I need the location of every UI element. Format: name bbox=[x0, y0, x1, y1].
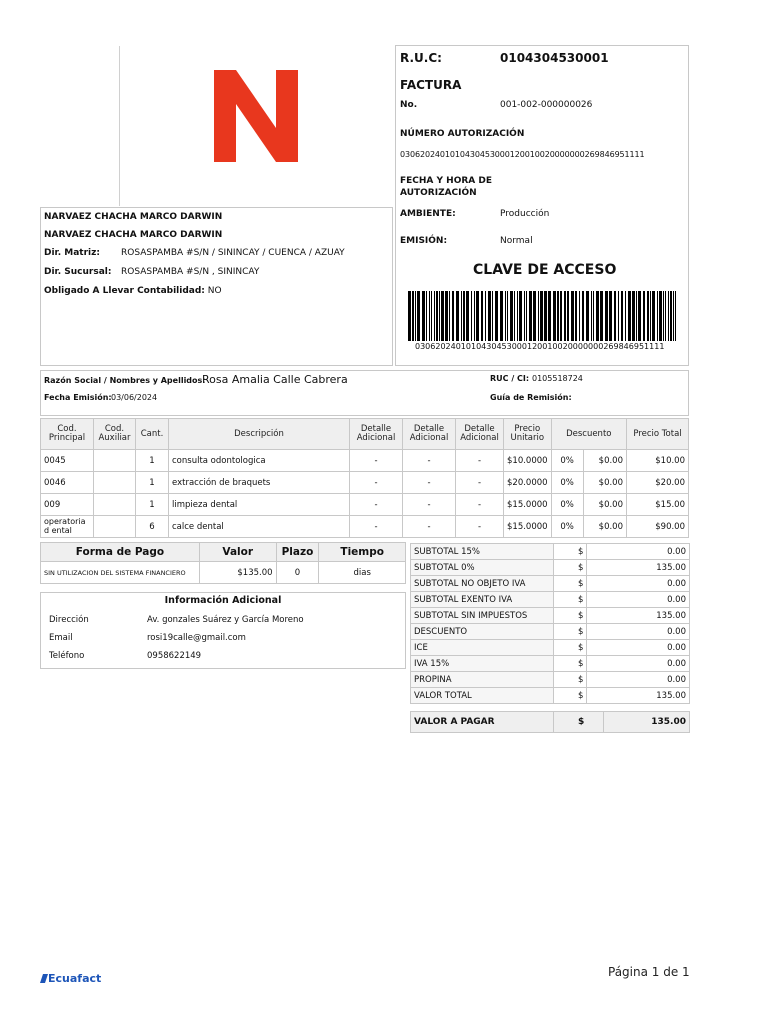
cell-desc-pct: 0% bbox=[551, 494, 583, 516]
payment-row bbox=[41, 562, 406, 584]
totals-currency: $ bbox=[554, 640, 587, 656]
dir-sucursal bbox=[44, 267, 259, 277]
obligado-contabilidad bbox=[44, 286, 222, 296]
totals-label: SUBTOTAL EXENTO IVA bbox=[411, 592, 554, 608]
totals-label: SUBTOTAL SIN IMPUESTOS bbox=[411, 608, 554, 624]
cell-cant: 1 bbox=[136, 494, 169, 516]
totals-label: DESCUENTO bbox=[411, 624, 554, 640]
ruc-value: 0104304530001 bbox=[500, 51, 609, 65]
cell-desc-pct: 0% bbox=[551, 516, 583, 538]
dir-matriz-label: Dir. Matriz: bbox=[44, 248, 100, 258]
col-precio-total: Precio Total bbox=[627, 419, 689, 450]
totals-value: 135.00 bbox=[587, 688, 690, 704]
dir-sucursal-value: ROSASPAMBA #S/N , SININCAY bbox=[121, 267, 260, 277]
ruc-box bbox=[395, 45, 689, 366]
cell-cant: 1 bbox=[136, 472, 169, 494]
totals-table bbox=[410, 543, 690, 704]
cell-precio: $15.0000 bbox=[504, 516, 552, 538]
cell-desc-val: $0.00 bbox=[583, 494, 626, 516]
totals-currency: $ bbox=[554, 656, 587, 672]
dir-matriz bbox=[44, 248, 345, 258]
info-row-direccion bbox=[49, 615, 304, 625]
contabilidad-value: NO bbox=[207, 286, 222, 296]
factura-label: FACTURA bbox=[400, 78, 462, 92]
cell-total: $90.00 bbox=[627, 516, 689, 538]
cell-cod: 009 bbox=[41, 494, 94, 516]
cell-desc-val: $0.00 bbox=[583, 516, 626, 538]
pay-col-plazo: Plazo bbox=[276, 543, 319, 562]
payment-table bbox=[40, 542, 406, 584]
items-header-row bbox=[41, 419, 689, 450]
pay-col-valor: Valor bbox=[199, 543, 276, 562]
totals-value: 135.00 bbox=[587, 608, 690, 624]
ecuafact-mark-icon bbox=[40, 974, 48, 983]
col-descuento: Descuento bbox=[551, 419, 626, 450]
cell-detalle-2: - bbox=[403, 450, 456, 472]
totals-currency: $ bbox=[554, 624, 587, 640]
cell-precio: $15.0000 bbox=[504, 494, 552, 516]
fecha-autorizacion-label-1: FECHA Y HORA DE bbox=[400, 176, 493, 186]
totals-value: 0.00 bbox=[587, 672, 690, 688]
totals-value: 135.00 bbox=[587, 560, 690, 576]
info-row-email bbox=[49, 633, 246, 643]
cell-aux bbox=[94, 494, 136, 516]
col-descripcion: Descripción bbox=[169, 419, 350, 450]
barcode-image bbox=[408, 291, 678, 341]
pay-tiempo: dias bbox=[319, 562, 406, 584]
cell-cant: 6 bbox=[136, 516, 169, 538]
dir-sucursal-label: Dir. Sucursal: bbox=[44, 267, 112, 277]
autorizacion-label: NÚMERO AUTORIZACIÓN bbox=[400, 129, 525, 139]
totals-row bbox=[411, 592, 690, 608]
pay-col-tiempo: Tiempo bbox=[319, 543, 406, 562]
totals-row bbox=[411, 672, 690, 688]
logo-n-icon bbox=[214, 70, 298, 162]
cell-desc-pct: 0% bbox=[551, 472, 583, 494]
additional-info bbox=[40, 592, 406, 669]
cell-detalle-3: - bbox=[456, 450, 504, 472]
table-row bbox=[41, 494, 689, 516]
info-key: Email bbox=[49, 633, 73, 643]
cell-detalle-2: - bbox=[403, 472, 456, 494]
cell-detalle-3: - bbox=[456, 472, 504, 494]
page-number: Página 1 de 1 bbox=[608, 965, 690, 979]
client-ruc-label: RUC / CI: bbox=[490, 374, 530, 383]
emision-label: EMISIÓN: bbox=[400, 236, 448, 246]
totals-value: 0.00 bbox=[587, 592, 690, 608]
issuer-info bbox=[40, 207, 393, 366]
totals-row bbox=[411, 608, 690, 624]
issuer-name-2: NARVAEZ CHACHA MARCO DARWIN bbox=[44, 230, 223, 240]
fecha-emision-label: Fecha Emisión: bbox=[44, 393, 112, 402]
cell-detalle-1: - bbox=[350, 516, 403, 538]
cell-desc-pct: 0% bbox=[551, 450, 583, 472]
barcode-number: 0306202401010430453000120010020000000269846951111 bbox=[415, 342, 665, 351]
ambiente-label: AMBIENTE: bbox=[400, 209, 456, 219]
totals-label: VALOR TOTAL bbox=[411, 688, 554, 704]
cell-aux bbox=[94, 516, 136, 538]
totals-value: 0.00 bbox=[587, 624, 690, 640]
dir-matriz-value: ROSASPAMBA #S/N / SININCAY / CUENCA / AZUAY bbox=[121, 248, 345, 258]
col-cod-principal: Cod. Principal bbox=[41, 419, 94, 450]
ruc-label: R.U.C: bbox=[400, 51, 442, 65]
cell-desc-val: $0.00 bbox=[583, 472, 626, 494]
totals-row bbox=[411, 624, 690, 640]
cell-aux bbox=[94, 450, 136, 472]
table-row bbox=[41, 472, 689, 494]
totals-currency: $ bbox=[554, 544, 587, 560]
cell-detalle-1: - bbox=[350, 450, 403, 472]
totals-label: IVA 15% bbox=[411, 656, 554, 672]
totals-row bbox=[411, 688, 690, 704]
issuer-name-1: NARVAEZ CHACHA MARCO DARWIN bbox=[44, 212, 223, 222]
items-table bbox=[40, 418, 689, 538]
table-row bbox=[41, 516, 689, 538]
cell-detalle-3: - bbox=[456, 516, 504, 538]
logo-area bbox=[119, 46, 391, 206]
info-value: 0958622149 bbox=[147, 651, 202, 661]
valor-a-pagar-currency: $ bbox=[554, 712, 604, 733]
contabilidad-label: Obligado A Llevar Contabilidad: bbox=[44, 286, 205, 296]
col-detalle-3: Detalle Adicional bbox=[456, 419, 504, 450]
pay-valor: $135.00 bbox=[199, 562, 276, 584]
info-row-telefono bbox=[49, 651, 201, 661]
totals-label: SUBTOTAL 0% bbox=[411, 560, 554, 576]
totals-value: 0.00 bbox=[587, 640, 690, 656]
totals-row bbox=[411, 656, 690, 672]
client-ruc-value: 0105518724 bbox=[532, 374, 583, 383]
fecha-emision-value: 03/06/2024 bbox=[111, 393, 158, 402]
pay-forma: SIN UTILIZACION DEL SISTEMA FINANCIERO bbox=[41, 562, 200, 584]
valor-a-pagar-value: 135.00 bbox=[604, 712, 690, 733]
cell-aux bbox=[94, 472, 136, 494]
cell-desc: extracción de braquets bbox=[169, 472, 350, 494]
cell-desc: consulta odontologica bbox=[169, 450, 350, 472]
col-cod-auxiliar: Cod. Auxiliar bbox=[94, 419, 136, 450]
col-cant: Cant. bbox=[136, 419, 169, 450]
cell-total: $20.00 bbox=[627, 472, 689, 494]
cell-cod: 0045 bbox=[41, 450, 94, 472]
ambiente-value: Producción bbox=[500, 209, 550, 219]
cell-total: $10.00 bbox=[627, 450, 689, 472]
totals-row bbox=[411, 576, 690, 592]
pay-plazo: 0 bbox=[276, 562, 319, 584]
ecuafact-logo bbox=[40, 972, 101, 985]
factura-no-value: 001-002-000000026 bbox=[500, 100, 593, 110]
client-info bbox=[40, 370, 689, 416]
cell-detalle-1: - bbox=[350, 494, 403, 516]
cell-cod: 0046 bbox=[41, 472, 94, 494]
totals-row bbox=[411, 544, 690, 560]
cell-cod: operatoriad ental bbox=[41, 516, 94, 538]
cell-precio: $20.0000 bbox=[504, 472, 552, 494]
cell-desc-val: $0.00 bbox=[583, 450, 626, 472]
table-row bbox=[41, 450, 689, 472]
totals-value: 0.00 bbox=[587, 544, 690, 560]
cell-total: $15.00 bbox=[627, 494, 689, 516]
company-logo bbox=[156, 46, 356, 186]
factura-no-label: No. bbox=[400, 100, 418, 110]
cell-detalle-1: - bbox=[350, 472, 403, 494]
valor-a-pagar-row bbox=[411, 712, 690, 733]
totals-row bbox=[411, 560, 690, 576]
cell-cant: 1 bbox=[136, 450, 169, 472]
totals-currency: $ bbox=[554, 576, 587, 592]
info-key: Dirección bbox=[49, 615, 89, 625]
col-detalle-1: Detalle Adicional bbox=[350, 419, 403, 450]
info-value: Av. gonzales Suárez y García Moreno bbox=[147, 615, 304, 625]
cell-desc: calce dental bbox=[169, 516, 350, 538]
pay-col-forma: Forma de Pago bbox=[41, 543, 200, 562]
cell-precio: $10.0000 bbox=[504, 450, 552, 472]
cell-detalle-2: - bbox=[403, 494, 456, 516]
cell-desc: limpieza dental bbox=[169, 494, 350, 516]
emision-value: Normal bbox=[500, 236, 533, 246]
totals-value: 0.00 bbox=[587, 656, 690, 672]
totals-currency: $ bbox=[554, 672, 587, 688]
clave-acceso-label: CLAVE DE ACCESO bbox=[473, 262, 617, 278]
additional-info-title: Información Adicional bbox=[164, 595, 282, 606]
info-key: Teléfono bbox=[49, 651, 85, 661]
valor-a-pagar-label: VALOR A PAGAR bbox=[411, 712, 554, 733]
totals-row bbox=[411, 640, 690, 656]
totals-currency: $ bbox=[554, 608, 587, 624]
totals-currency: $ bbox=[554, 560, 587, 576]
fecha-autorizacion-label-2: AUTORIZACIÓN bbox=[400, 188, 477, 198]
totals-value: 0.00 bbox=[587, 576, 690, 592]
totals-label: ICE bbox=[411, 640, 554, 656]
guia-remision-label: Guía de Remisión: bbox=[490, 393, 572, 402]
col-precio-unitario: Precio Unitario bbox=[504, 419, 552, 450]
totals-label: SUBTOTAL NO OBJETO IVA bbox=[411, 576, 554, 592]
autorizacion-value: 0306202401010430453000120010020000000269846951111 bbox=[400, 150, 645, 159]
ecuafact-brand-text: Ecuafact bbox=[48, 972, 102, 985]
col-detalle-2: Detalle Adicional bbox=[403, 419, 456, 450]
totals-currency: $ bbox=[554, 688, 587, 704]
cell-detalle-3: - bbox=[456, 494, 504, 516]
cell-detalle-2: - bbox=[403, 516, 456, 538]
totals-label: SUBTOTAL 15% bbox=[411, 544, 554, 560]
totals-currency: $ bbox=[554, 592, 587, 608]
valor-a-pagar-table bbox=[410, 711, 690, 733]
razon-social-label: Razón Social / Nombres y Apellidos: bbox=[44, 376, 206, 385]
totals-label: PROPINA bbox=[411, 672, 554, 688]
razon-social-value: Rosa Amalia Calle Cabrera bbox=[202, 373, 348, 386]
info-value: rosi19calle@gmail.com bbox=[147, 633, 246, 643]
